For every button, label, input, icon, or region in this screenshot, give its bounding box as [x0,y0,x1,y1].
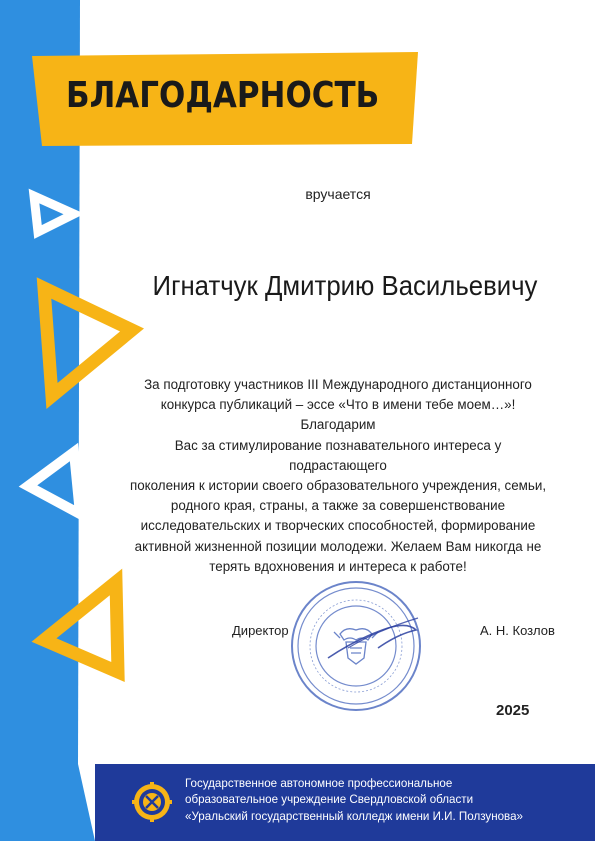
recipient-name: Игнатчук Дмитрию Васильевичу [152,270,538,301]
body-line: исследовательских и творческих способностей, формирование [140,518,536,534]
body-line: поколения к истории своего образовательного учреждения, семьи, [129,478,547,494]
signer-position: Директор [232,623,289,638]
signer-name: А. Н. Козлов [480,623,555,638]
footer-line: «Уральский государственный колледж имени И.И. Ползунова» [185,809,523,823]
certificate-year: 2025 [496,702,530,719]
official-stamp-icon [288,578,424,714]
presented-to-label: вручается [305,186,371,202]
certificate-title: БЛАГОДАРНОСТЬ [66,75,380,116]
footer-institution [185,776,590,825]
body-line: За подготовку участников III Международного дистанционного [144,377,532,392]
body-line: активной жизненной позиции молодежи. Желаем Вам никогда не [134,538,542,554]
college-logo-icon [132,782,172,822]
certificate-body [128,375,548,577]
body-line: родного края, страны, а также за совершенствование [170,498,506,514]
body-line: конкурса публикаций – эссе «Что в имени тебе моем…»! Благодарим [160,397,516,433]
footer-line: Государственное автономное профессиональное [185,777,453,790]
body-line: Вас за стимулирование познавательного интереса у подрастающего [174,437,502,473]
footer-line: образовательное учреждение Свердловской области [185,793,474,807]
body-line: терять вдохновения и интереса к работе! [209,558,467,574]
